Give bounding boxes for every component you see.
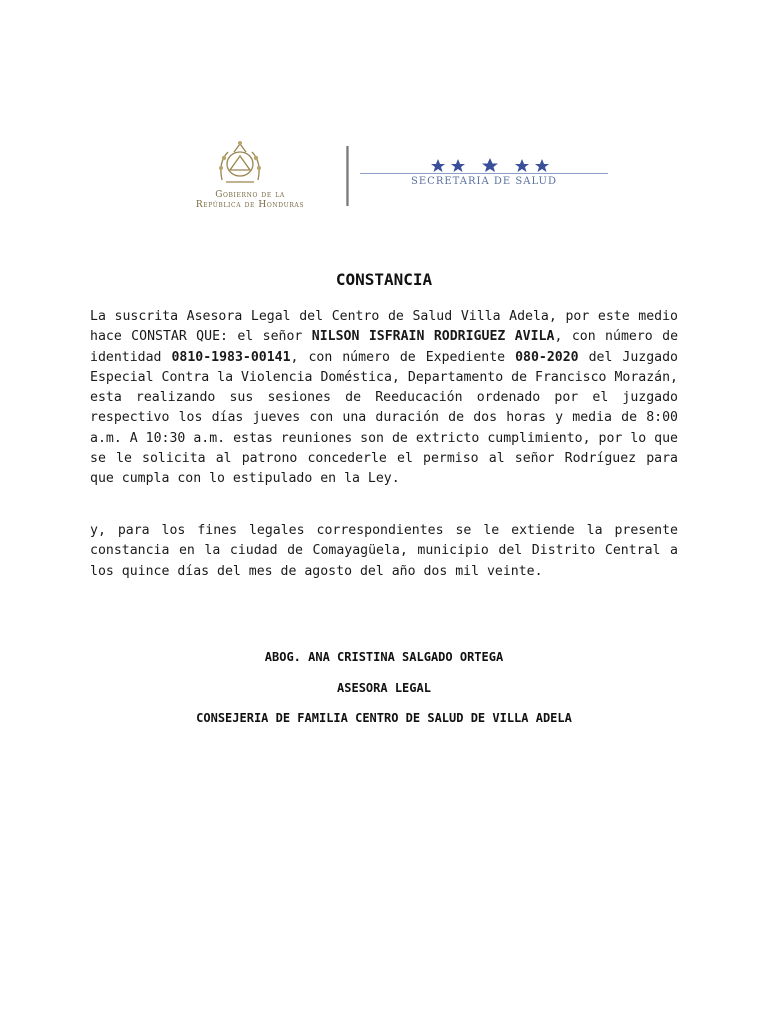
p1-text-3: , con número de Expediente bbox=[290, 349, 516, 365]
p1-text-1: La suscrita Asesora Legal del Centro de Salud Villa Adela, por este medio hace CONSTAR QUE: el señor bbox=[90, 309, 678, 345]
gobierno-line-2: República de Honduras bbox=[195, 200, 305, 210]
letterhead bbox=[0, 0, 768, 230]
p1-text-2: , con número de identidad bbox=[90, 329, 679, 365]
document-title: CONSTANCIA bbox=[335, 270, 433, 289]
coat-of-arms-icon bbox=[212, 140, 268, 184]
logo-divider bbox=[346, 146, 349, 206]
gobierno-line-1: Gobierno de la bbox=[215, 190, 285, 200]
expediente-number: 080-2020 bbox=[515, 349, 579, 365]
five-stars-icon bbox=[430, 158, 550, 172]
secretaria-salud-logo bbox=[360, 158, 610, 192]
secretaria-rule bbox=[360, 173, 608, 174]
gobierno-honduras-logo bbox=[160, 140, 340, 212]
person-name: NILSON ISFRAIN RODRIGUEZ AVILA bbox=[311, 329, 555, 345]
signer-name: ABOG. ANA CRISTINA SALGADO ORTEGA bbox=[264, 650, 504, 664]
signer-organization: CONSEJERIA DE FAMILIA CENTRO DE SALUD DE VILLA ADELA bbox=[196, 711, 572, 725]
p1-text-4: del Juzgado Especial Contra la Violencia Doméstica, Departamento de Francisco Morazán, esta realizando sus sesiones de Reeducación ordenado por el juzgado respectivo los días jueves con una duración de dos horas y media de 8:00 a.m. A 10:30 a.m. estas reuniones son de extricto cumplimiento, por lo que se le solicita al patrono concederle el permiso al señor Rodríguez para que cumpla con lo estipulado en la Ley. bbox=[90, 349, 678, 487]
body-paragraph-2: y, para los fines legales correspondientes se le extiende la presente constancia en la ciudad de Comayagüela, municipio del Distrito Central a los quince días del mes de agosto del año dos mil veinte. bbox=[90, 523, 678, 579]
secretaria-text: SECRETARIA DE SALUD bbox=[411, 176, 557, 187]
body-paragraph-1 bbox=[90, 307, 678, 490]
signer-role: ASESORA LEGAL bbox=[337, 681, 431, 695]
identity-number: 0810-1983-00141 bbox=[171, 349, 291, 365]
